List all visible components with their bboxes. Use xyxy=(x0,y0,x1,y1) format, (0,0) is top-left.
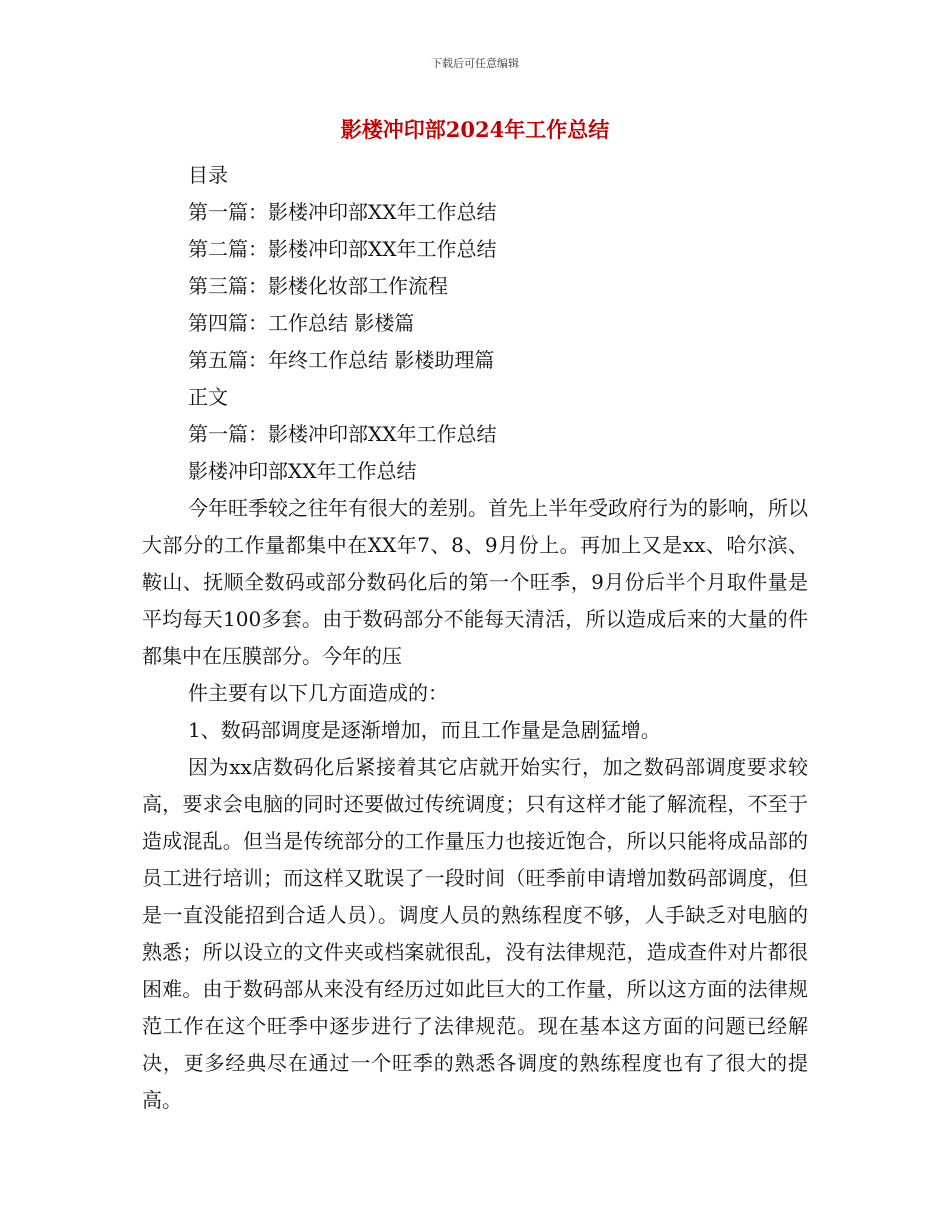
toc-item-3: 第三篇：影楼化妆部工作流程 xyxy=(188,274,448,298)
paragraph: 因为xx店数码化后紧接着其它店就开始实行，加之数码部调度要求较高，要求会电脑的同时还要做过传统调度；只有这样才能了解流程，不至于造成混乱。但当是传统部分的工作量压力也接近饱合，所以只能将成品部的员工进行培训；而这样又耽误了一段时间（旺季前申请增加数码部调度，但是一直没能招到合适人员）。调度人员的熟练程度不够，人手缺乏对电脑的熟悉；所以设立的文件夹或档案就很乱，没有法律规范，造成查件对片都很困难。由于数码部从来没有经历过如此巨大的工作量，所以这方面的法律规范工作在这个旺季中逐步进行了法律规范。现在基本这方面的问题已经解决，更多经典尽在通过一个旺季的熟悉各调度的熟练程度也有了很大的提高。 xyxy=(142,755,808,1112)
paragraph: 1、数码部调度是逐渐增加，而且工作量是急剧猛增。 xyxy=(188,718,661,742)
paragraph: 今年旺季较之往年有很大的差别。首先上半年受政府行为的影响，所以大部分的工作量都集中在XX年7、8、9月份上。再加上又是xx、哈尔滨、鞍山、抚顺全数码或部分数码化后的第一个旺季，9月份后半个月取件量是平均每天100多套。由于数码部分不能每天清活，所以造成后来的大量的件都集中在压膜部分。今年的压 xyxy=(142,496,808,668)
document-title: 影楼冲印部2024年工作总结 xyxy=(340,117,610,142)
toc-heading: 目录 xyxy=(188,163,228,187)
toc-item-4: 第四篇：工作总结 影楼篇 xyxy=(188,311,415,335)
paragraph: 件主要有以下几方面造成的： xyxy=(188,681,448,705)
body-text xyxy=(142,490,808,1119)
section-heading: 第一篇：影楼冲印部XX年工作总结 xyxy=(188,422,497,446)
table-of-contents xyxy=(188,157,828,490)
body-heading: 正文 xyxy=(188,385,228,409)
header-note: 下载后可任意编辑 xyxy=(431,57,519,70)
toc-item-1: 第一篇：影楼冲印部XX年工作总结 xyxy=(188,200,497,224)
toc-item-2: 第二篇：影楼冲印部XX年工作总结 xyxy=(188,237,497,261)
section-subtitle: 影楼冲印部XX年工作总结 xyxy=(188,459,417,483)
toc-item-5: 第五篇：年终工作总结 影楼助理篇 xyxy=(188,348,495,372)
